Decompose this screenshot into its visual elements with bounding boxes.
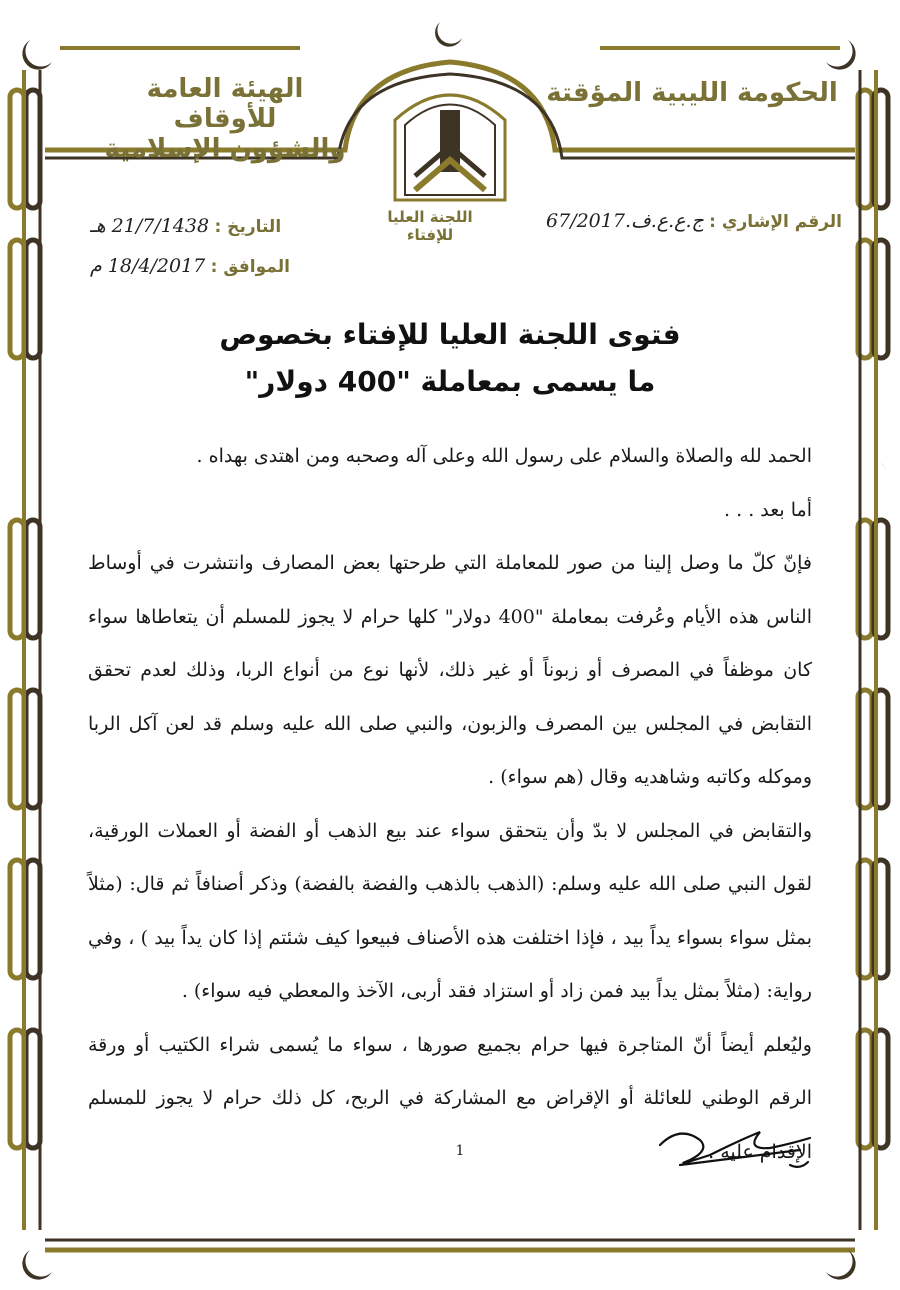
body-paragraph-opening: الحمد لله والصلاة والسلام على رسول الله وعلى آله وصحبه ومن اهتدى بهداه . (196, 445, 812, 467)
fatwa-body (88, 430, 812, 1179)
body-paragraph-conclusion: وليُعلم أيضاً أنّ المتاجرة فيها حرام بجميع صورها ، سواء ما يُسمى شراء الكتيب أو ورقة الرقم الوطني للعائلة أو الإقراض مع المشاركة في الربح، كل ذلك حرام لا يجوز للمسلم الإقدام عليه . (88, 1033, 812, 1163)
left-border (10, 70, 40, 1230)
fatwa-title-line2: ما يسمى بمعاملة "400 دولار" (244, 365, 656, 398)
gregorian-date (90, 255, 290, 277)
seal-label: اللجنة العليا للإفتاء (387, 208, 473, 244)
ministry-header-line1: الهيئة العامة للأوقاف (146, 74, 304, 134)
body-paragraph-amma-baad: أما بعد . . . (724, 498, 812, 521)
gregorian-date-value: 18/4/2017 م (90, 255, 206, 277)
signature (650, 1120, 820, 1180)
hijri-date-value: 21/7/1438 هـ (90, 215, 210, 237)
hijri-date (90, 215, 281, 237)
government-header: الحكومة الليبية المؤقتة (546, 78, 838, 108)
hijri-date-label: التاريخ : (214, 217, 282, 237)
fatwa-title-line1: فتوى اللجنة العليا للإفتاء بخصوص (219, 318, 681, 351)
body-paragraph-ruling: فإنّ كلّ ما وصل إلينا من صور للمعاملة التي طرحتها بعض المصارف وانتشرت في أوساط الناس هذه الأيام وعُرفت بمعاملة "400 دولار" كلها حرام لا يجوز للمسلم أن يتعاطاها سواء كان موظفاً في المصرف أو زبوناً أو غير ذلك، لأنها نوع من أنواع الربا، وذلك لعدم تحقق التقابض في المجلس بين المصرف والزبون، والنبي صلى الله عليه وسلم قد لعن آكل الربا وموكله وكاتبه وشاهديه وقال (هم سواء) . (88, 552, 812, 788)
right-border (858, 70, 888, 1230)
reference-value: ج.ع.ع.ف.67/2017 (546, 210, 704, 232)
reference-label: الرقم الإشاري : (709, 212, 842, 232)
committee-seal-emblem (395, 95, 505, 200)
reference-number (546, 210, 842, 232)
page-number: 1 (455, 1143, 465, 1159)
body-paragraph-evidence: والتقابض في المجلس لا بدّ وأن يتحقق سواء عند بيع الذهب أو الفضة أو العملات الورقية، لقول النبي صلى الله عليه وسلم: (الذهب بالذهب والفضة بالفضة) وذكر أصنافاً ثم قال: (مثلاً بمثل سواء بسواء يداً بيد ، فإذا اختلفت هذه الأصناف فبيعوا كيف شئتم إذا كان يداً بيد ) ، وفي رواية: (مثلاً بمثل يداً بيد فمن زاد أو استزاد فقد أربى، الآخذ والمعطي فيه سواء) . (88, 819, 812, 1002)
bottom-border (45, 1240, 855, 1250)
ministry-header (95, 74, 355, 164)
gregorian-date-label: الموافق : (210, 257, 290, 277)
ministry-header-line2: والشؤون الإسلامية (104, 134, 346, 164)
